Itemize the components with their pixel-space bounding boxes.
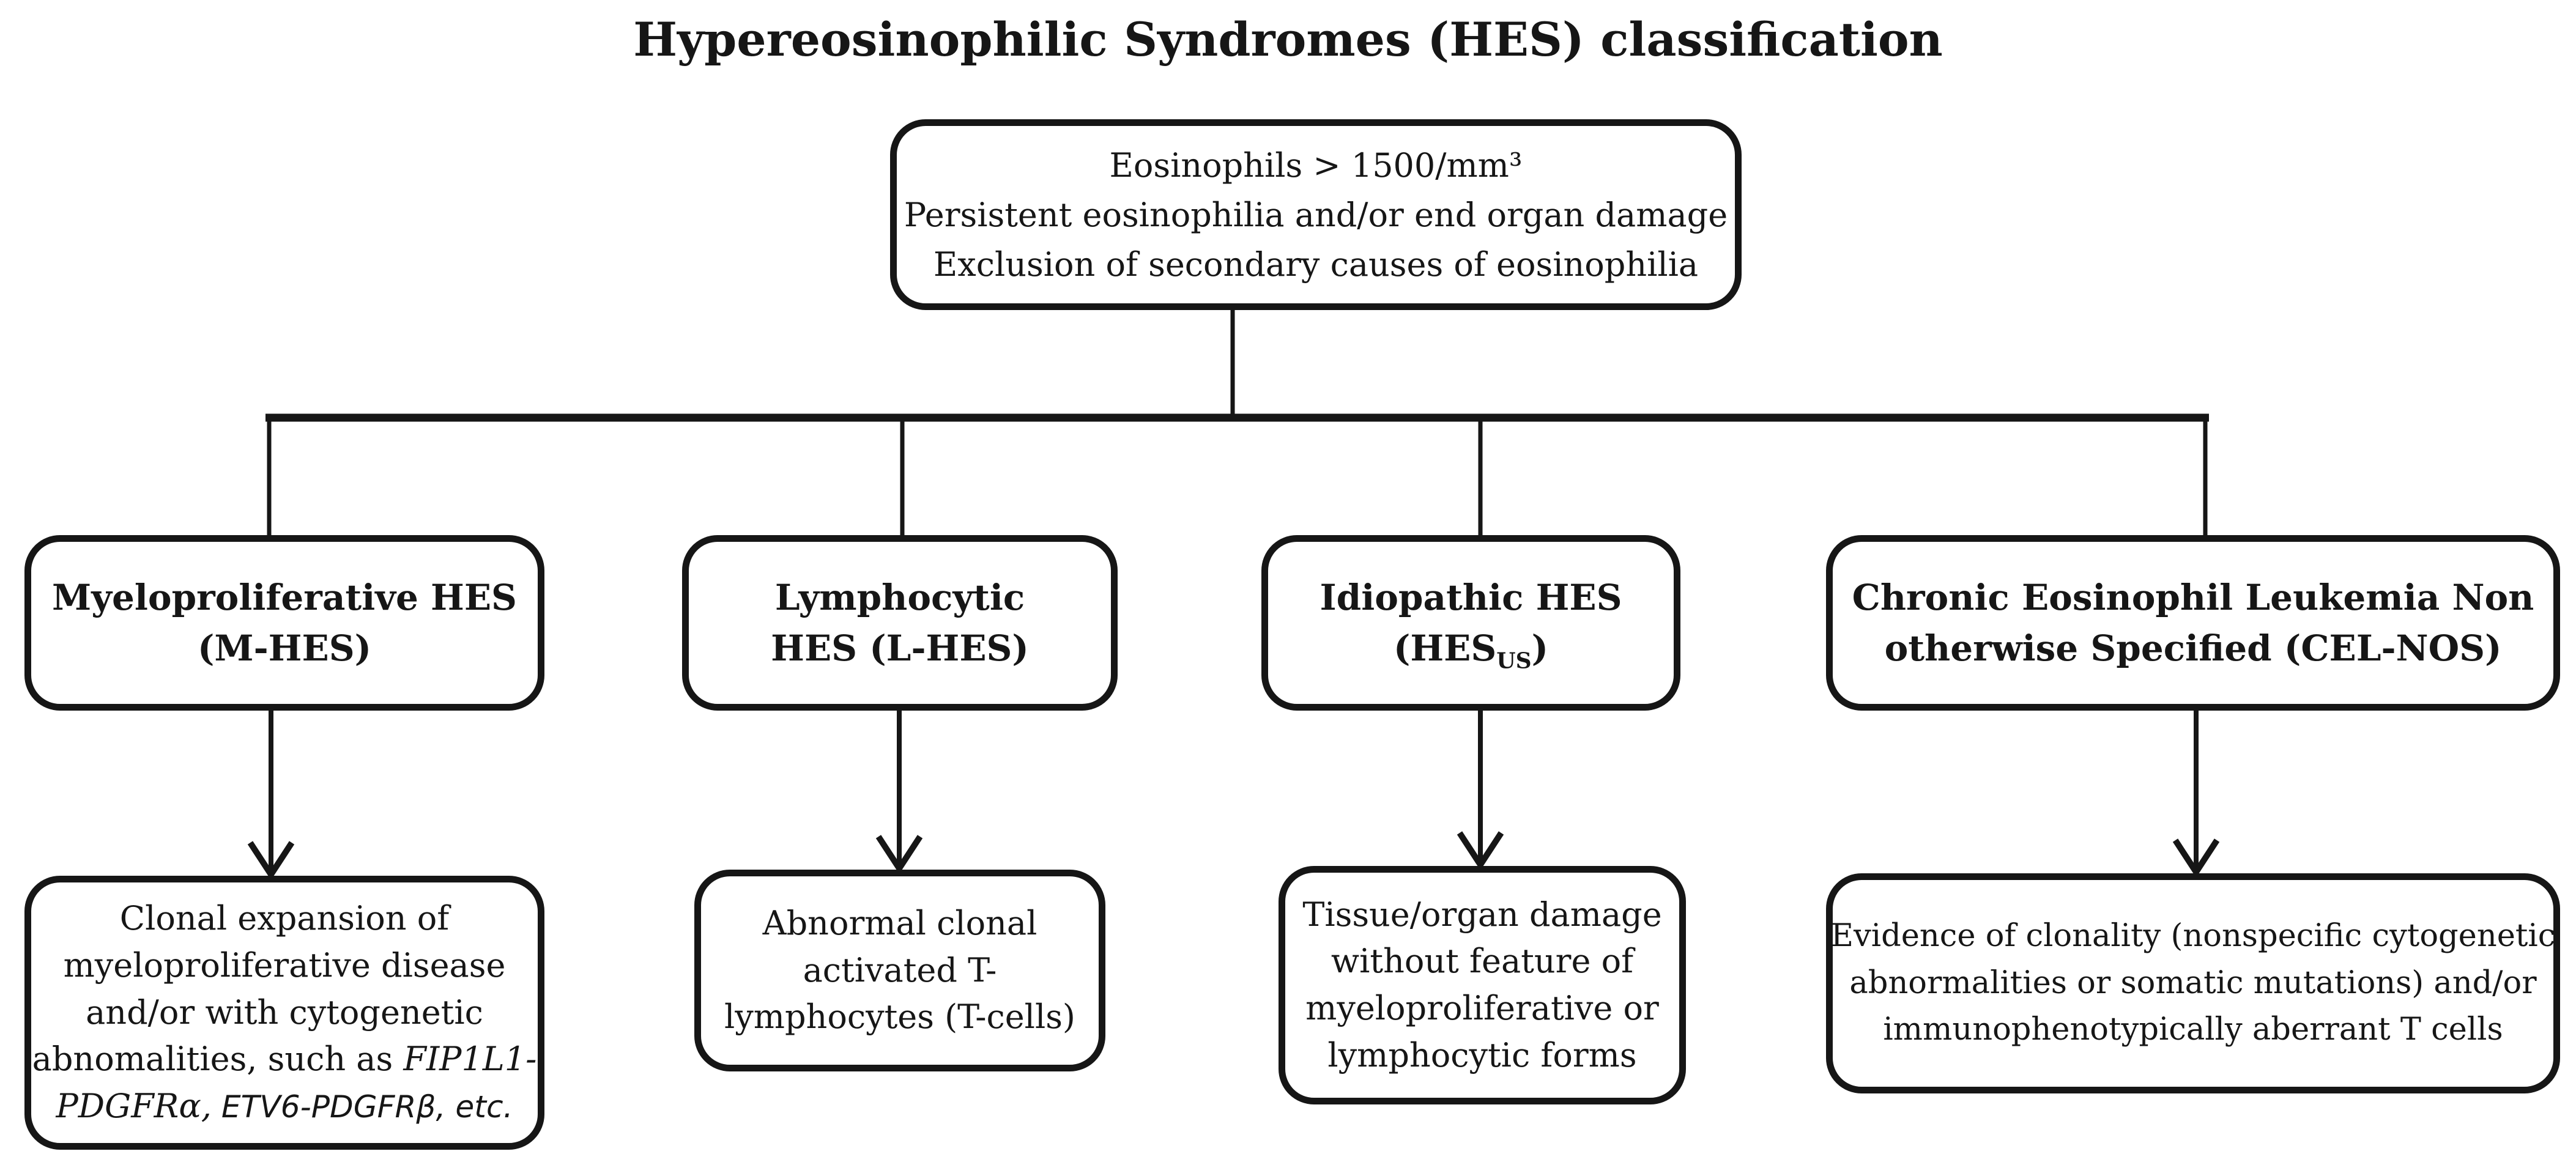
- text-segment: PDGFRα,: [56, 1087, 212, 1125]
- arrow-head-l-hes: [878, 837, 920, 868]
- text-line: [198, 623, 371, 673]
- text-segment: Clonal expansion of: [119, 899, 450, 938]
- text-segment: immunophenotypically aberrant T cells: [1883, 1012, 2503, 1048]
- desc-box-idiopathic-hes: [1279, 866, 1686, 1104]
- text-segment: Eosinophils > 1500/mm³: [1109, 146, 1523, 185]
- desc-box-m-hes: [24, 876, 544, 1150]
- text-segment: Persistent eosinophilia and/or end organ damage: [904, 195, 1728, 234]
- text-line: [52, 572, 517, 623]
- branch-box-idiopathic-hes: [1261, 535, 1680, 711]
- text-segment: FIP1L1-: [403, 1040, 537, 1079]
- text-segment: Idiopathic HES: [1320, 577, 1622, 619]
- text-segment: ETV6-PDGFRβ, etc.: [211, 1089, 513, 1125]
- text-line: [775, 572, 1025, 623]
- arrow-head-cel-nos: [2175, 840, 2217, 872]
- text-line: [32, 1036, 537, 1083]
- text-line: [1320, 572, 1622, 623]
- text-segment: myeloproliferative disease: [63, 945, 506, 985]
- branch-box-l-hes: [682, 535, 1118, 711]
- text-segment: Exclusion of secondary causes of eosinophilia: [933, 245, 1699, 284]
- text-segment: ): [1531, 627, 1549, 669]
- text-line: [120, 895, 449, 942]
- text-segment: myeloproliferative or: [1305, 989, 1659, 1027]
- text-segment: otherwise Specified (CEL-NOS): [1884, 627, 2502, 669]
- text-segment: activated T-: [803, 950, 997, 989]
- text-line: [1302, 892, 1661, 939]
- text-segment: (M-HES): [197, 627, 372, 669]
- criteria-box: [890, 119, 1742, 310]
- text-segment: Lymphocytic: [774, 577, 1025, 619]
- text-line: [1394, 623, 1548, 673]
- text-line: [904, 190, 1728, 240]
- page-title: Hypereosinophilic Syndromes (HES) classification: [633, 12, 1943, 67]
- text-line: [934, 240, 1698, 289]
- text-line: [1331, 938, 1633, 985]
- text-segment: Abnormal clonal: [762, 903, 1037, 942]
- branch-box-cel-nos: [1826, 535, 2560, 711]
- text-segment: abnomalities, such as: [32, 1040, 404, 1079]
- arrow-head-idiopathic-hes: [1460, 833, 1501, 865]
- text-segment: Tissue/organ damage: [1302, 895, 1662, 934]
- text-line: [56, 1083, 513, 1130]
- text-line: [763, 900, 1037, 947]
- text-line: [1109, 141, 1522, 190]
- text-segment: US: [1496, 648, 1532, 674]
- text-line: [1831, 913, 2556, 960]
- text-line: [771, 623, 1029, 673]
- text-segment: abnormalities or somatic mutations) and/or: [1849, 964, 2537, 1001]
- desc-box-l-hes: [694, 870, 1105, 1071]
- text-line: [1305, 985, 1659, 1032]
- text-line: [1849, 960, 2536, 1007]
- desc-box-cel-nos: [1826, 873, 2560, 1093]
- text-segment: without feature of: [1331, 942, 1634, 981]
- text-line: [1885, 623, 2502, 673]
- arrow-head-m-hes: [250, 843, 292, 875]
- text-segment: lymphocytic forms: [1327, 1035, 1637, 1074]
- branch-box-m-hes: [24, 535, 544, 711]
- text-segment: and/or with cytogenetic: [86, 993, 483, 1032]
- text-line: [64, 942, 506, 989]
- text-segment: (HES: [1393, 627, 1497, 669]
- text-line: [1883, 1007, 2503, 1054]
- text-line: [1327, 1032, 1636, 1079]
- text-segment: Chronic Eosinophil Leukemia Non: [1852, 577, 2534, 619]
- text-line: [724, 994, 1075, 1041]
- text-segment: Myeloproliferative HES: [52, 577, 517, 619]
- text-segment: HES (L-HES): [771, 627, 1029, 669]
- text-segment: Evidence of clonality (nonspecific cytogenetic: [1830, 918, 2556, 955]
- text-line: [1852, 572, 2534, 623]
- text-line: [86, 989, 483, 1037]
- text-line: [803, 947, 997, 994]
- text-segment: lymphocytes (T-cells): [724, 997, 1075, 1037]
